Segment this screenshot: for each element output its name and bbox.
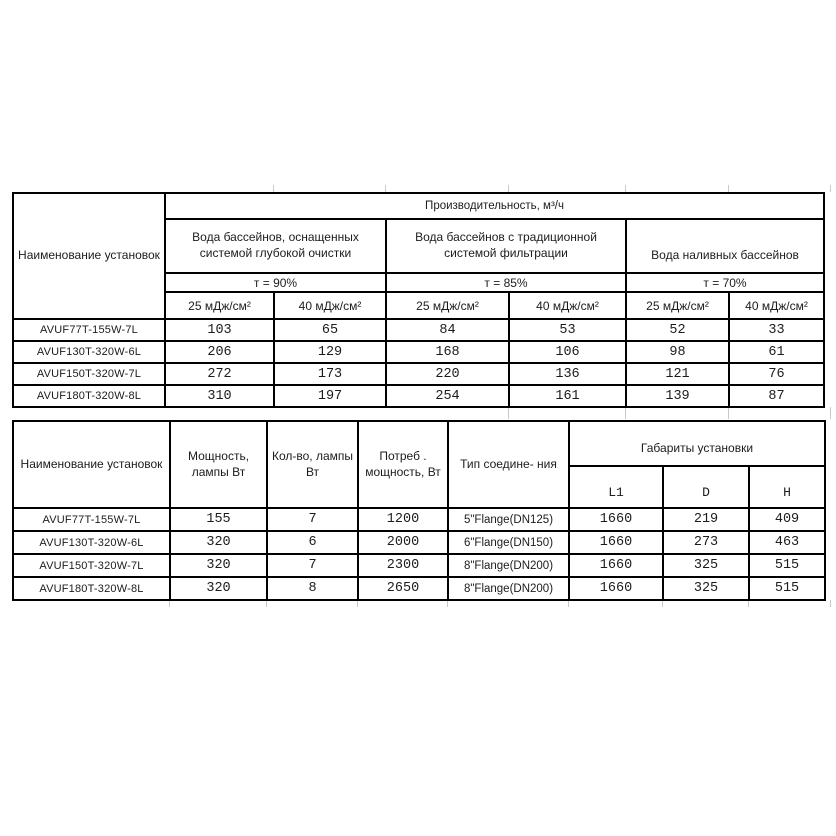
data-cell: 320 [170, 577, 267, 600]
data-cell: 515 [749, 554, 825, 577]
data-cell: 53 [509, 319, 626, 341]
model-name-cell: AVUF130T-320W-6L [13, 341, 165, 363]
data-cell: 273 [663, 531, 749, 554]
dose-header: 40 мДж/см² [729, 292, 824, 319]
data-cell: 7 [267, 554, 358, 577]
gridline-artifact [447, 600, 448, 607]
data-cell: 65 [274, 319, 386, 341]
dose-header: 40 мДж/см² [274, 292, 386, 319]
dose-header: 25 мДж/см² [626, 292, 729, 319]
data-cell: 121 [626, 363, 729, 385]
table-row [13, 363, 824, 385]
data-cell: 1660 [569, 531, 663, 554]
gridline-artifact [273, 185, 274, 192]
gridline-artifact [830, 185, 831, 192]
lamp-power-header: Мощность, лампы Вт [170, 421, 267, 508]
gridline-artifact [728, 407, 729, 419]
specs-table [12, 420, 826, 601]
data-cell: 409 [749, 508, 825, 531]
dose-header: 25 мДж/см² [386, 292, 509, 319]
data-cell: 1200 [358, 508, 448, 531]
gridline-artifact [728, 185, 729, 192]
data-cell: 106 [509, 341, 626, 363]
table-row [13, 531, 825, 554]
data-cell: 2000 [358, 531, 448, 554]
data-cell: 129 [274, 341, 386, 363]
table-row [13, 385, 824, 407]
dose-header: 25 мДж/см² [165, 292, 274, 319]
data-cell: 515 [749, 577, 825, 600]
gridline-artifact [748, 600, 749, 607]
gridline-artifact [357, 600, 358, 607]
data-cell: 254 [386, 385, 509, 407]
data-cell: 220 [386, 363, 509, 385]
connection-type-header: Тип соедине- ния [448, 421, 569, 508]
data-cell: 136 [509, 363, 626, 385]
data-cell: 61 [729, 341, 824, 363]
group-header-fill-pools: Вода наливных бассейнов [626, 219, 824, 273]
lamp-count-header: Кол-во, лампы Вт [267, 421, 358, 508]
gridline-artifact [625, 185, 626, 192]
gridline-artifact [830, 407, 831, 419]
data-cell: 168 [386, 341, 509, 363]
data-cell: 8 [267, 577, 358, 600]
model-name-cell: AVUF130T-320W-6L [13, 531, 170, 554]
data-cell: 325 [663, 554, 749, 577]
data-cell: 463 [749, 531, 825, 554]
data-cell: 87 [729, 385, 824, 407]
model-name-cell: AVUF150T-320W-7L [13, 363, 165, 385]
dim-header-d: D [663, 466, 749, 508]
gridline-artifact [830, 600, 831, 607]
data-cell: 139 [626, 385, 729, 407]
gridline-artifact [508, 407, 509, 419]
table-row [13, 508, 825, 531]
dim-header-l1: L1 [569, 466, 663, 508]
table-row [13, 319, 824, 341]
dim-header-h: H [749, 466, 825, 508]
data-cell: 1660 [569, 554, 663, 577]
transmittance-90: т = 90% [165, 273, 386, 292]
model-name-cell: AVUF77T-155W-7L [13, 508, 170, 531]
data-cell: 320 [170, 531, 267, 554]
table-row [13, 341, 824, 363]
data-cell: 325 [663, 577, 749, 600]
data-cell: 320 [170, 554, 267, 577]
connection-cell: 8"Flange(DN200) [448, 577, 569, 600]
model-name-cell: AVUF77T-155W-7L [13, 319, 165, 341]
gridline-artifact [508, 185, 509, 192]
data-cell: 155 [170, 508, 267, 531]
consumed-power-header: Потреб . мощность, Вт [358, 421, 448, 508]
gridline-artifact [266, 600, 267, 607]
data-cell: 52 [626, 319, 729, 341]
table1-title: Производительность, м³/ч [165, 193, 824, 219]
transmittance-85: т = 85% [386, 273, 626, 292]
connection-cell: 8"Flange(DN200) [448, 554, 569, 577]
table-row [13, 554, 825, 577]
gridline-artifact [568, 600, 569, 607]
gridline-artifact [662, 600, 663, 607]
data-cell: 161 [509, 385, 626, 407]
dose-header: 40 мДж/см² [509, 292, 626, 319]
data-cell: 98 [626, 341, 729, 363]
table1-corner-header: Наименование установок [13, 193, 165, 319]
data-cell: 6 [267, 531, 358, 554]
data-cell: 310 [165, 385, 274, 407]
data-cell: 272 [165, 363, 274, 385]
productivity-table [12, 192, 825, 408]
data-cell: 1660 [569, 577, 663, 600]
data-cell: 197 [274, 385, 386, 407]
data-cell: 84 [386, 319, 509, 341]
connection-cell: 6"Flange(DN150) [448, 531, 569, 554]
gridline-artifact [625, 407, 626, 419]
data-cell: 7 [267, 508, 358, 531]
transmittance-70: т = 70% [626, 273, 824, 292]
table2-corner-header: Наименование установок [13, 421, 170, 508]
data-cell: 1660 [569, 508, 663, 531]
gridline-artifact [385, 185, 386, 192]
table-row [13, 577, 825, 600]
connection-cell: 5"Flange(DN125) [448, 508, 569, 531]
dimensions-group-header: Габариты установки [569, 421, 825, 466]
data-cell: 2650 [358, 577, 448, 600]
model-name-cell: AVUF180T-320W-8L [13, 385, 165, 407]
model-name-cell: AVUF180T-320W-8L [13, 577, 170, 600]
group-header-traditional-filtration: Вода бассейнов с традиционной системой фильтрации [386, 219, 626, 273]
data-cell: 206 [165, 341, 274, 363]
data-cell: 76 [729, 363, 824, 385]
data-cell: 33 [729, 319, 824, 341]
group-header-deep-cleaning: Вода бассейнов, оснащенных системой глубокой очистки [165, 219, 386, 273]
data-cell: 103 [165, 319, 274, 341]
data-cell: 173 [274, 363, 386, 385]
model-name-cell: AVUF150T-320W-7L [13, 554, 170, 577]
data-cell: 2300 [358, 554, 448, 577]
data-cell: 219 [663, 508, 749, 531]
gridline-artifact [169, 600, 170, 607]
